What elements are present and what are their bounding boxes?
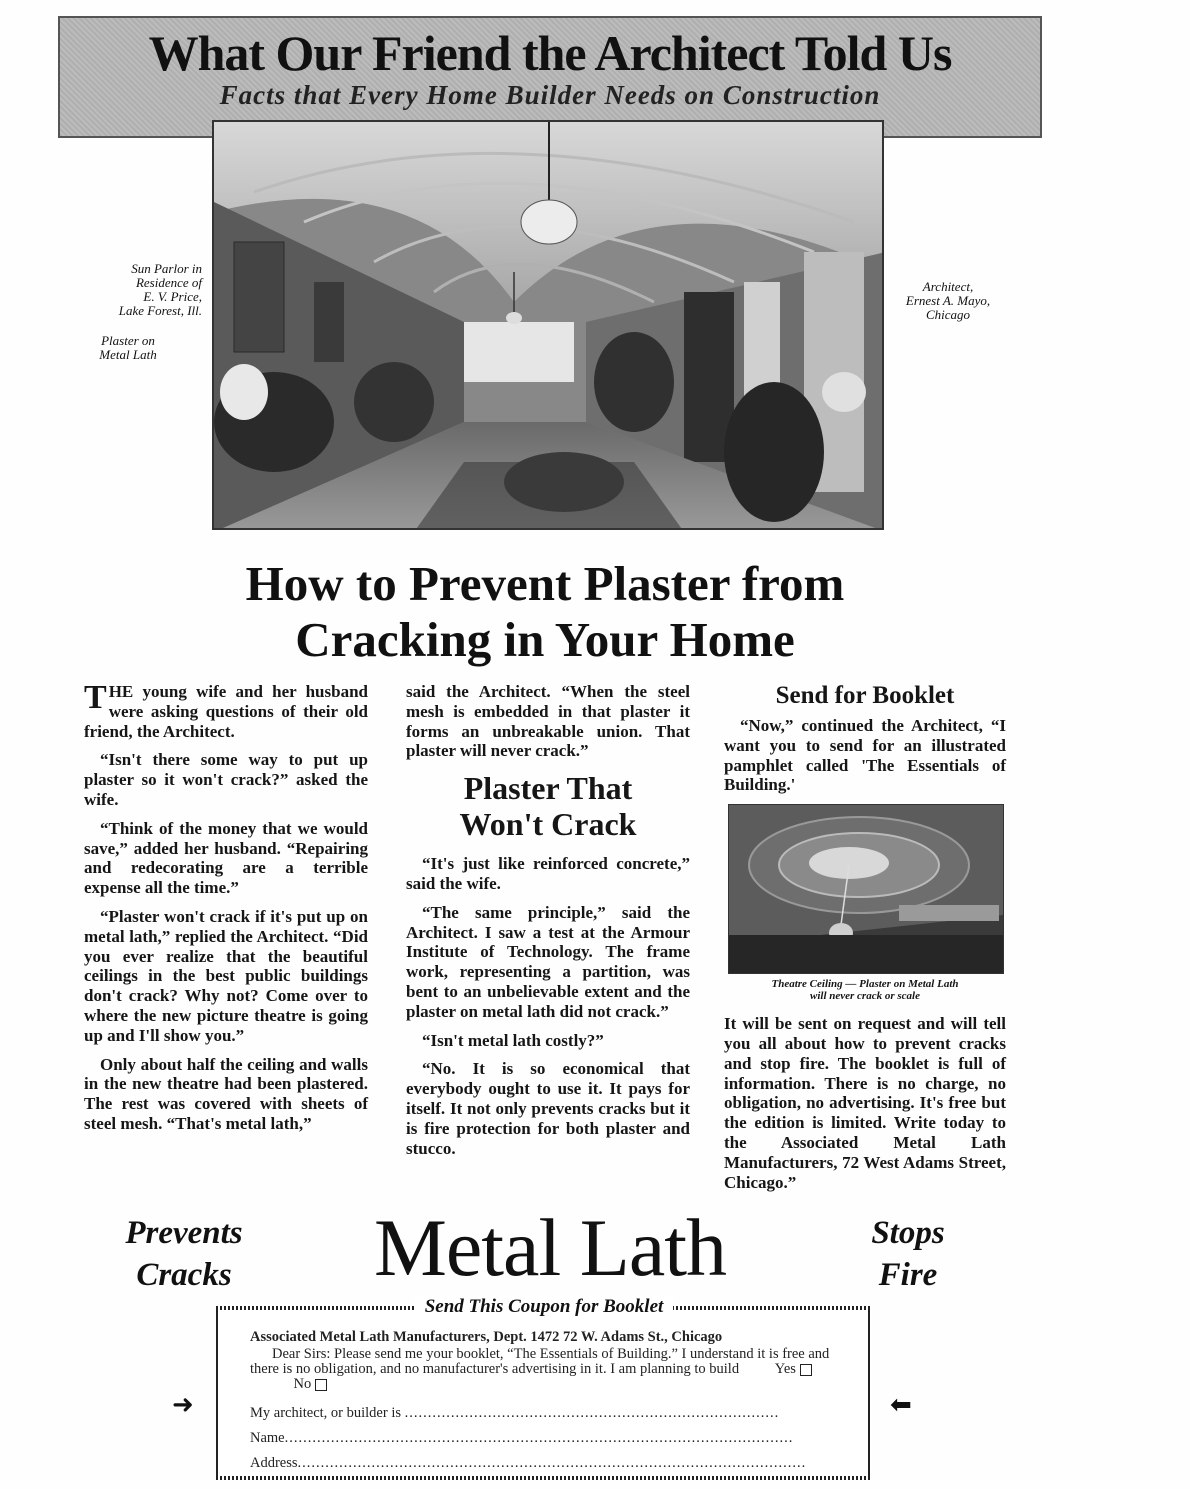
coupon-body: Dear Sirs: Please send me your booklet, “The Essentials of Building.” I understand it is free and there is no obligation, and no manufacturer's advertising in it. I am planning to build Yes No <box>250 1346 830 1392</box>
caption-line: Architect, <box>922 279 974 294</box>
paragraph: “Isn't there some way to put up plaster so it won't crack?” asked the wife. <box>84 750 368 809</box>
sun-parlor-photo <box>212 120 884 530</box>
address-field[interactable]: Address.............................................................................................................. <box>250 1456 807 1471</box>
caption-line: Chicago <box>925 307 971 322</box>
name-field[interactable]: Name.............................................................................................................. <box>250 1431 794 1446</box>
article-column-1 <box>84 679 368 1143</box>
paragraph: “Now,” continued the Architect, “I want you to send for an illustrated pamphlet called 'The Essentials of Building.' <box>724 716 1006 795</box>
page-subtitle: Facts that Every Home Builder Needs on Construction <box>219 80 881 110</box>
yes-checkbox[interactable] <box>800 1364 812 1376</box>
paragraph: It will be sent on request and will tell you all about how to prevent cracks and stop fire. The booklet is full of information. There is no charge, no obligation, no advertising. It's free but the edition is limited. Write today to the Associated Metal Lath Manufacturers, 72 West Adams Street, Chicago.” <box>724 1014 1006 1192</box>
caption-line: Sun Parlor in <box>131 261 202 276</box>
arrow-right-icon: ➜ <box>172 1390 194 1420</box>
paragraph: THE young wife and her husband were asking questions of their old friend, the Architect. <box>84 679 368 741</box>
photo-caption-architect <box>886 280 1010 322</box>
theatre-ceiling-illustration <box>729 805 1003 973</box>
article-column-3 <box>724 682 1006 1201</box>
coupon[interactable] <box>216 1296 872 1480</box>
paragraph: “No. It is so economical that everybody ought to use it. It pays for itself. It not only prevents cracks but it is fire protection for both plaster and stucco. <box>406 1059 690 1158</box>
slogan-stops-fire: Stops Fire <box>871 1215 945 1293</box>
headline <box>60 556 1030 668</box>
caption-line: Metal Lath <box>99 347 157 362</box>
arrow-left-icon: ⬅ <box>890 1390 912 1420</box>
no-checkbox[interactable] <box>315 1379 327 1391</box>
paragraph: “Think of the money that we would save,” added her husband. “Repairing and redecorating are a terrible expense all the time.” <box>84 818 368 898</box>
slogan-prevents-cracks: Prevents Cracks <box>125 1215 243 1293</box>
caption-line: Ernest A. Mayo, <box>905 293 991 308</box>
architect-field[interactable]: My architect, or builder is ................................................................................. <box>250 1406 780 1421</box>
theatre-ceiling-photo <box>728 804 1004 974</box>
subheading-plaster-wont-crack: Plaster That Won't Crack <box>459 770 637 843</box>
photo-caption-location <box>68 262 202 318</box>
paragraph: Only about half the ceiling and walls in the new theatre had been plastered. The rest was covered with sheets of steel mesh. “That's metal lath,” <box>84 1054 368 1133</box>
theatre-photo-caption: Theatre Ceiling — Plaster on Metal Lath will never crack or scale <box>771 978 959 1003</box>
article-column-2 <box>406 682 690 1167</box>
photo-caption-material <box>68 334 188 362</box>
headline-line: How to Prevent Plaster from <box>245 556 845 611</box>
brand-name: Metal Lath <box>373 1202 727 1293</box>
drop-cap: T <box>84 679 107 716</box>
caption-line: Lake Forest, Ill. <box>118 303 202 318</box>
paragraph: “Plaster won't crack if it's put up on metal lath,” replied the Architect. “Did you ever realize that the beautiful ceilings in the best public buildings don't crack? Why not? Come over to where the new picture theatre is going up and I'll show you.” <box>84 906 368 1045</box>
caption-line: Residence of <box>135 275 202 290</box>
paragraph: “It's just like reinforced concrete,” said the wife. <box>406 854 690 893</box>
caption-line: Plaster on <box>101 333 155 348</box>
paragraph: “The same principle,” said the Architect. I saw a test at the Armour Institute of Technology. The frame work, representing a partition, was bent to an unbelievable extent and the plaster on metal lath did not crack.” <box>406 902 690 1021</box>
yes-label: Yes <box>774 1361 796 1377</box>
paragraph: “Isn't metal lath costly?” <box>422 1030 604 1050</box>
page-title: What Our Friend the Architect Told Us <box>148 25 952 81</box>
headline-line: Cracking in Your Home <box>295 612 795 667</box>
caption-line: E. V. Price, <box>143 289 202 304</box>
sun-parlor-illustration <box>214 122 884 530</box>
paragraph: said the Architect. “When the steel mesh is embedded in that plaster it forms an unbreakable union. That plaster will never crack.” <box>406 682 690 761</box>
no-label: No <box>293 1376 312 1392</box>
coupon-address-line: Associated Metal Lath Manufacturers, Dept. 1472 72 W. Adams St., Chicago <box>250 1329 723 1345</box>
coupon-title: Send This Coupon for Booklet <box>220 1296 868 1318</box>
subheading-send-for-booklet: Send for Booklet <box>775 682 955 709</box>
